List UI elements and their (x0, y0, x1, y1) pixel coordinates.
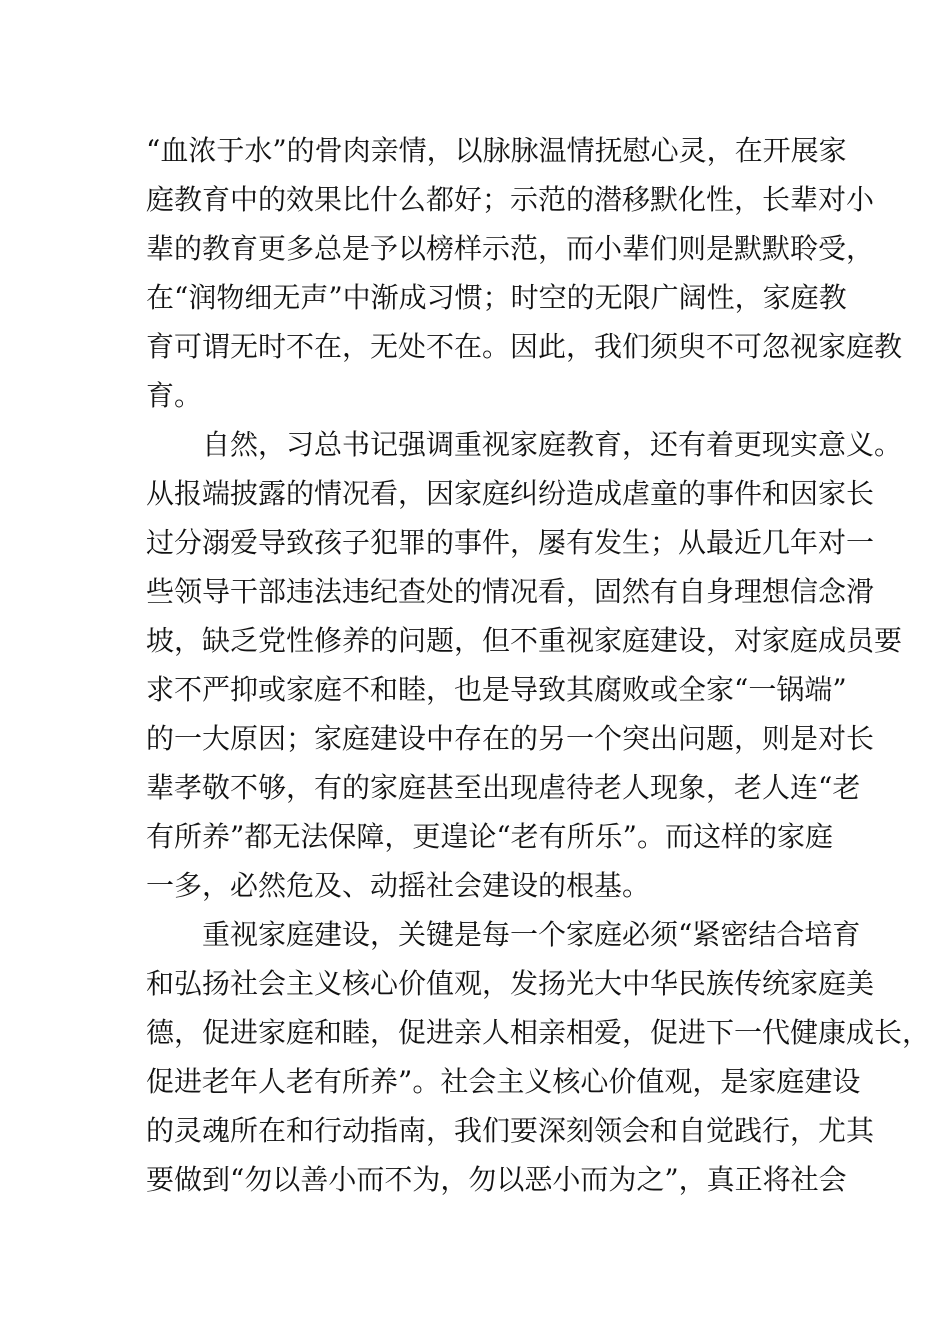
text-line: 辈的教育更多总是予以榜样示范，而小辈们则是默默聆受， (146, 232, 875, 265)
text-line: 促进老年人老有所养”。社会主义核心价值观，是家庭建设 (146, 1065, 861, 1098)
text-line: 在“润物细无声”中渐成习惯；时空的无限广阔性，家庭教 (146, 281, 847, 314)
text-line: 辈孝敬不够，有的家庭甚至出现虐待老人现象，老人连“老 (146, 771, 861, 804)
text-line: 有所养”都无法保障，更遑论“老有所乐”。而这样的家庭 (146, 820, 833, 853)
text-line: 育。 (146, 379, 203, 412)
text-line: 和弘扬社会主义核心价值观，发扬光大中华民族传统家庭美 (146, 967, 875, 1000)
text-line: 要做到“勿以善小而不为，勿以恶小而为之”，真正将社会 (146, 1163, 847, 1196)
text-line: 坡，缺乏党性修养的问题，但不重视家庭建设，对家庭成员要 (146, 624, 903, 657)
text-line: 过分溺爱导致孩子犯罪的事件，屡有发生；从最近几年对一 (146, 526, 875, 559)
paragraph-first-line: 重视家庭建设，关键是每一个家庭必须“紧密结合培育 (202, 918, 861, 951)
text-line: 育可谓无时不在，无处不在。因此，我们须臾不可忽视家庭教 (146, 330, 903, 363)
text-line: 求不严抑或家庭不和睦，也是导致其腐败或全家“一锅端” (146, 673, 847, 706)
text-line: 庭教育中的效果比什么都好；示范的潜移默化性，长辈对小 (146, 183, 875, 216)
text-line: 德，促进家庭和睦，促进亲人相亲相爱，促进下一代健康成长， (146, 1016, 931, 1049)
text-line: 的一大原因；家庭建设中存在的另一个突出问题，则是对长 (146, 722, 875, 755)
text-line: 些领导干部违法违纪查处的情况看，固然有自身理想信念滑 (146, 575, 875, 608)
text-line: 的灵魂所在和行动指南，我们要深刻领会和自觉践行，尤其 (146, 1114, 875, 1147)
text-line: 从报端披露的情况看，因家庭纠纷造成虐童的事件和因家长 (146, 477, 875, 510)
text-line: “血浓于水”的骨肉亲情，以脉脉温情抚慰心灵，在开展家 (146, 134, 847, 167)
paragraph-first-line: 自然，习总书记强调重视家庭教育，还有着更现实意义。 (202, 428, 903, 461)
text-line: 一多，必然危及、动摇社会建设的根基。 (146, 869, 651, 902)
